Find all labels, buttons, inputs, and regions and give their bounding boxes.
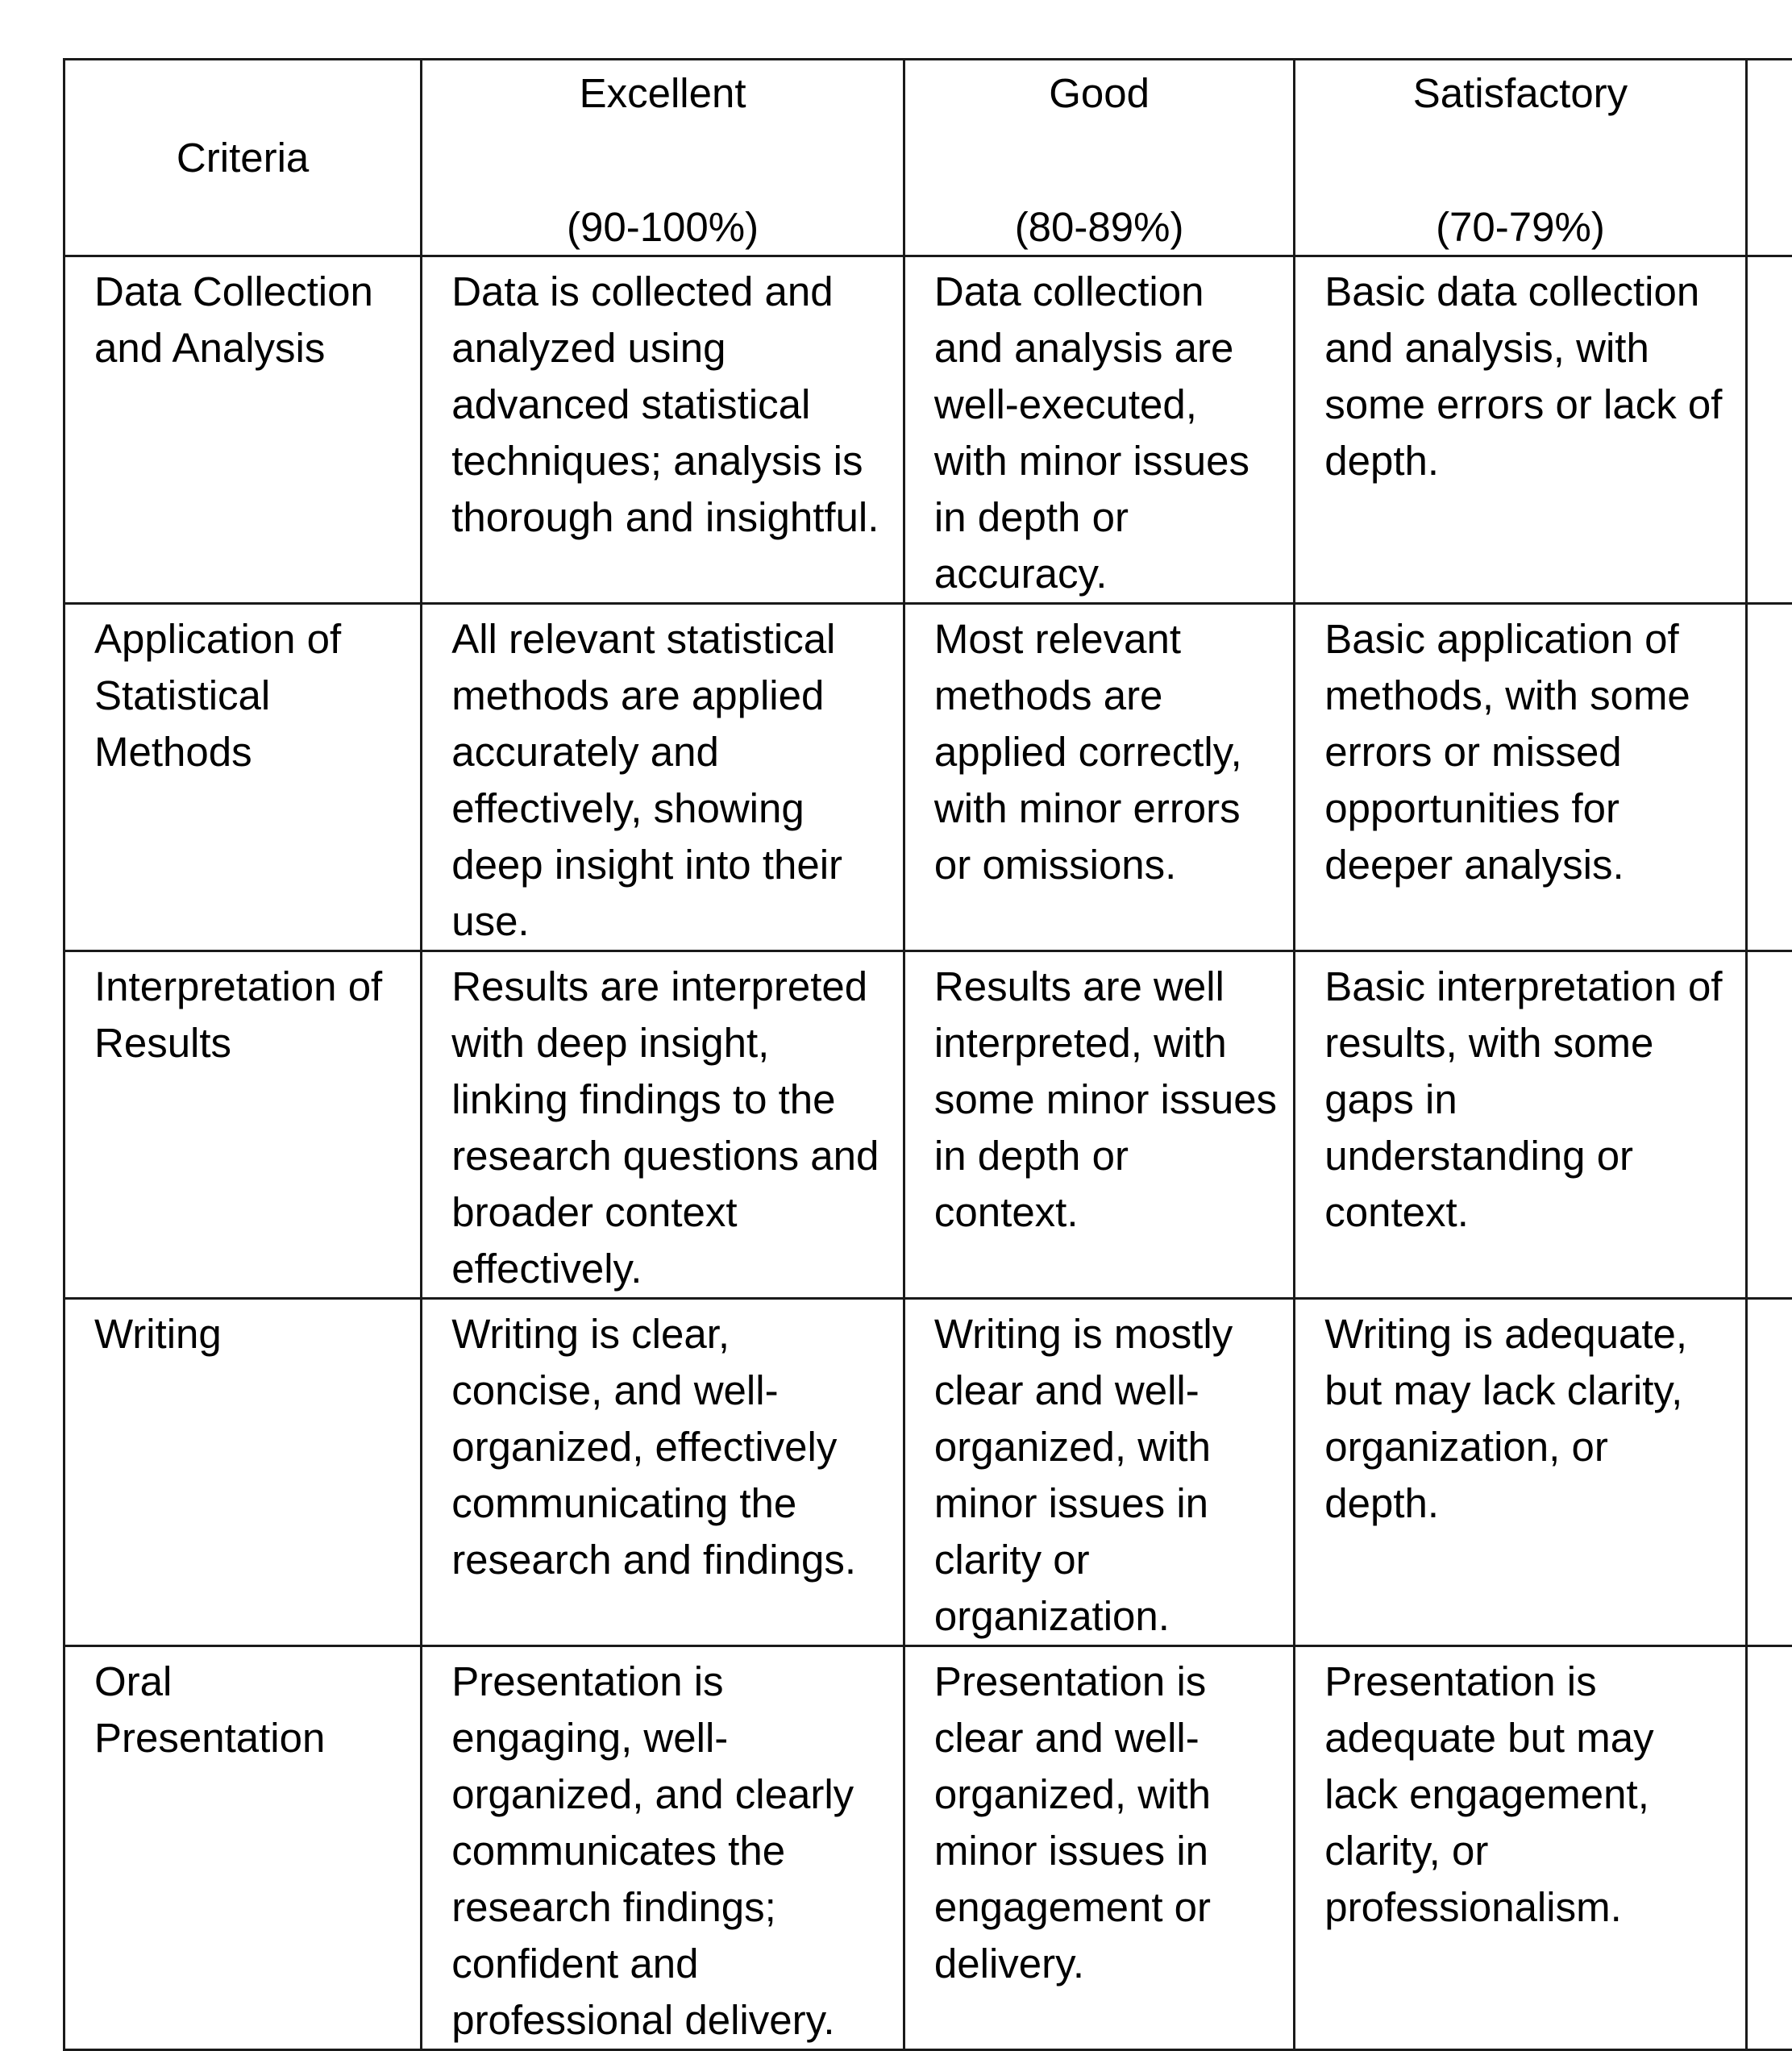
descriptor-cell: Basic interpretation of results, with some gaps in understanding or context.	[1295, 951, 1746, 1299]
level-header-satisfactory	[1295, 60, 1746, 256]
criterion-cell: Writing	[64, 1299, 422, 1646]
grading-rubric-table	[63, 58, 1792, 2051]
cropped-column-cell	[1746, 256, 1792, 604]
cropped-column-cell	[1746, 951, 1792, 1299]
table-row	[64, 256, 1792, 604]
criteria-header: Criteria	[177, 130, 309, 186]
descriptor-cell: Writing is adequate, but may lack clarity, organization, or depth.	[1295, 1299, 1746, 1646]
level-name: Good	[905, 65, 1293, 122]
level-range: (70-79%)	[1295, 199, 1744, 256]
cropped-column-cell	[1746, 1646, 1792, 2050]
descriptor-cell: Data collection and analysis are well-executed, with minor issues in depth or accuracy.	[904, 256, 1294, 604]
descriptor-cell: Presentation is adequate but may lack engagement, clarity, or professionalism.	[1295, 1646, 1746, 2050]
table-row	[64, 1299, 1792, 1646]
criteria-header-cell	[64, 60, 422, 256]
level-name: Satisfactory	[1295, 65, 1744, 122]
criterion-cell: Data Collection and Analysis	[64, 256, 422, 604]
descriptor-cell: Presentation is clear and well-organized, with minor issues in engagement or delivery.	[904, 1646, 1294, 2050]
level-range: (90-100%)	[422, 199, 903, 256]
descriptor-cell: Writing is mostly clear and well-organized, with minor issues in clarity or organization.	[904, 1299, 1294, 1646]
table-row	[64, 604, 1792, 951]
cropped-column-cell	[1746, 604, 1792, 951]
header-row	[64, 60, 1792, 256]
level-header-excellent	[422, 60, 904, 256]
descriptor-cell: Results are interpreted with deep insight, linking findings to the research questions and broader context effectively.	[422, 951, 904, 1299]
cropped-column-cell	[1746, 60, 1792, 256]
descriptor-cell: Data is collected and analyzed using advanced statistical techniques; analysis is thorough and insightful.	[422, 256, 904, 604]
criterion-cell: Oral Presentation	[64, 1646, 422, 2050]
descriptor-cell: Presentation is engaging, well-organized, and clearly communicates the research findings; confident and professional delivery.	[422, 1646, 904, 2050]
level-range: (80-89%)	[905, 199, 1293, 256]
level-header-good	[904, 60, 1294, 256]
descriptor-cell: Results are well interpreted, with some minor issues in depth or context.	[904, 951, 1294, 1299]
descriptor-cell: Basic data collection and analysis, with some errors or lack of depth.	[1295, 256, 1746, 604]
descriptor-cell: Basic application of methods, with some errors or missed opportunities for deeper analysis.	[1295, 604, 1746, 951]
descriptor-cell: All relevant statistical methods are applied accurately and effectively, showing deep insight into their use.	[422, 604, 904, 951]
table-row	[64, 1646, 1792, 2050]
table-row	[64, 951, 1792, 1299]
criterion-cell: Application of Statistical Methods	[64, 604, 422, 951]
criterion-cell: Interpretation of Results	[64, 951, 422, 1299]
descriptor-cell: Writing is clear, concise, and well-organized, effectively communicating the research and findings.	[422, 1299, 904, 1646]
level-name: Excellent	[422, 65, 903, 122]
cropped-column-cell	[1746, 1299, 1792, 1646]
descriptor-cell: Most relevant methods are applied correctly, with minor errors or omissions.	[904, 604, 1294, 951]
